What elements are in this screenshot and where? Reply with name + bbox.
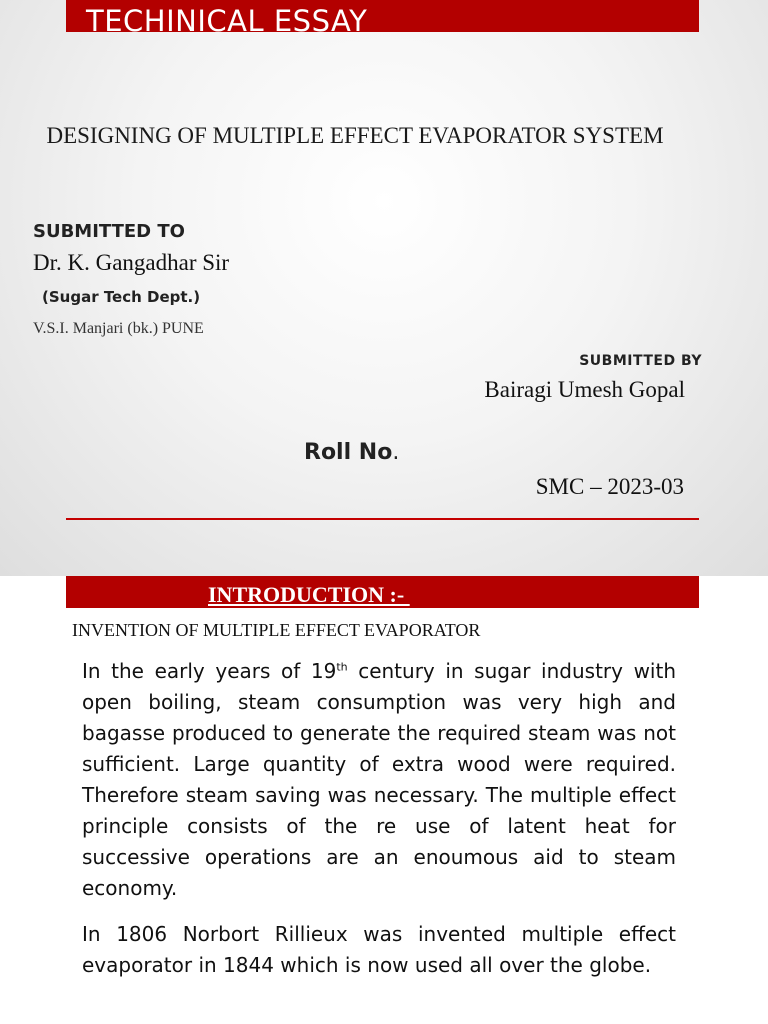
document-title: DESIGNING OF MULTIPLE EFFECT EVAPORATOR SYSTEM bbox=[46, 123, 664, 148]
submitted-to-dept: (Sugar Tech Dept.) bbox=[42, 288, 201, 306]
submitted-to-place: V.S.I. Manjari (bk.) PUNE bbox=[33, 320, 204, 337]
title-banner bbox=[66, 0, 699, 32]
roll-number-value: SMC – 2023-03 bbox=[535, 474, 684, 499]
intro-subheading: INVENTION OF MULTIPLE EFFECT EVAPORATOR bbox=[72, 620, 481, 640]
para1-start: In the early years of 19 bbox=[82, 659, 337, 683]
intro-banner bbox=[66, 576, 699, 608]
introduction-slide bbox=[0, 576, 768, 1024]
intro-paragraph-1 bbox=[82, 656, 676, 904]
divider-line bbox=[66, 518, 699, 520]
submitted-by-name: Bairagi Umesh Gopal bbox=[484, 377, 685, 402]
para1-rest: century in sugar industry with open boiling, steam consumption was very high and bagasse produced to generate the required steam was not sufficient. Large quantity of extra wood were required. Therefore steam saving was necessary. The multiple effect principle consists of the re use of latent heat for successive operations are an enoumous aid to steam economy. bbox=[82, 659, 676, 900]
intro-title: INTRODUCTION :- bbox=[208, 582, 410, 607]
roll-number-label bbox=[304, 440, 399, 465]
banner-title: TECHINICAL ESSAY bbox=[86, 4, 368, 32]
roll-label-text: Roll No bbox=[304, 440, 393, 465]
intro-paragraph-2: In 1806 Norbort Rillieux was invented multiple effect evaporator in 1844 which is now used all over the globe. bbox=[82, 922, 676, 977]
para1-superscript: th bbox=[336, 660, 348, 674]
submitted-by-label: SUBMITTED BY bbox=[579, 353, 702, 369]
roll-label-suffix: . bbox=[392, 440, 400, 465]
submitted-to-label: SUBMITTED TO bbox=[33, 221, 185, 242]
submitted-to-name: Dr. K. Gangadhar Sir bbox=[33, 250, 230, 275]
